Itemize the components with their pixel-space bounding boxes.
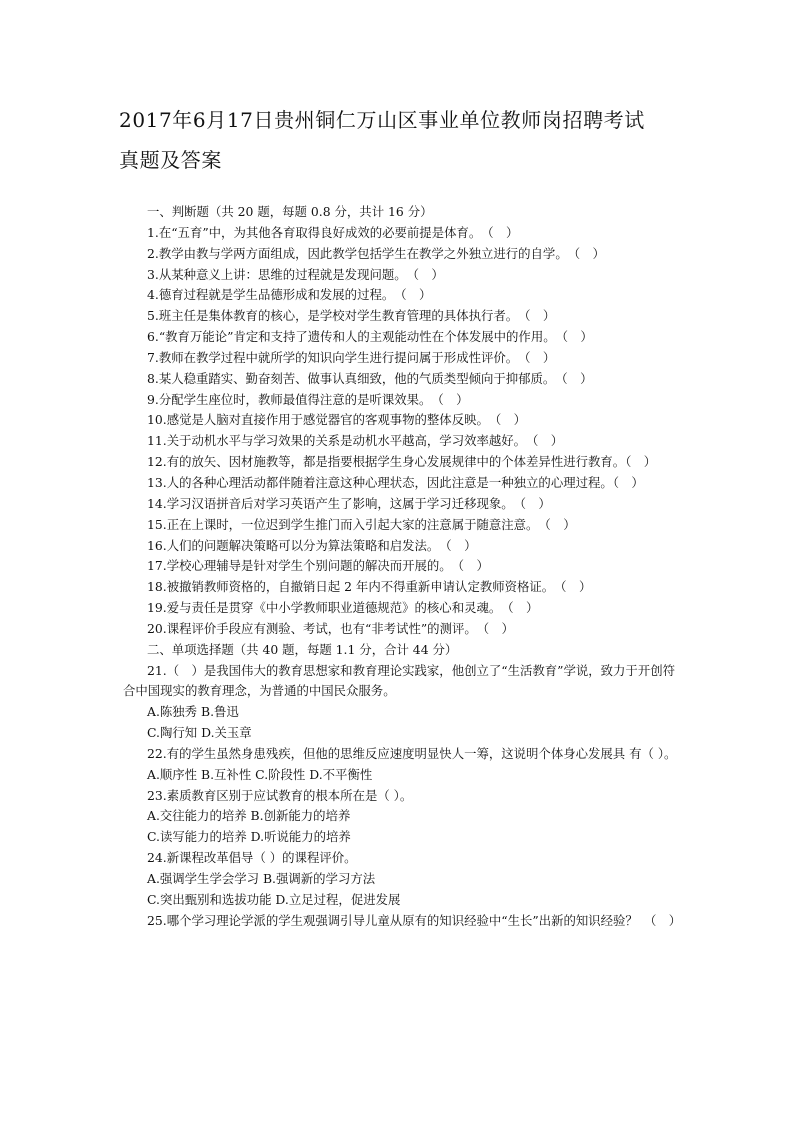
question-21: 21.（ ）是我国伟大的教育思想家和教育理论实践家，他创立了“生活教育”学说，致力于开创符合中国现实的教育理念，为普通的中国民众服务。 (123, 662, 675, 699)
document-body (123, 202, 683, 932)
question-24: 24.新课程改革倡导（ ）的课程评价。 (147, 850, 357, 866)
question-16: 16.人们的问题解决策略可以分为算法策略和启发法。 （ ） (147, 537, 477, 553)
question-24-options-cd: C.突出甄别和选拔功能 D.立足过程，促进发展 (147, 891, 401, 907)
question-21-options-cd: C.陶行知 D.关玉章 (147, 725, 252, 741)
question-17: 17.学校心理辅导是针对学生个别问题的解决而开展的。 （ ） (147, 558, 489, 574)
question-19: 19.爱与责任是贯穿《中小学教师职业道德规范》的核心和灵魂。 （ ） (147, 600, 539, 616)
question-18: 18.被撤销教师资格的，自撤销日起 2 年内不得重新申请认定教师资格证。 （ ） (147, 579, 592, 595)
question-9: 9.分配学生座位时，教师最值得注意的是听课效果。 （ ） (147, 391, 469, 407)
question-23-options-ab: A.交往能力的培养 B.创新能力的培养 (147, 808, 351, 824)
question-8: 8.某人稳重踏实、勤奋刻苦、做事认真细致，他的气质类型倾向于抑郁质。 （ ） (147, 370, 593, 386)
question-14: 14.学习汉语拼音后对学习英语产生了影响，这属于学习迁移现象。 （ ） (147, 495, 551, 511)
question-15: 15.正在上课时，一位迟到学生推门而入引起大家的注意属于随意注意。 （ ） (147, 516, 576, 532)
question-12: 12.有的放矢、因材施教等，都是指要根据学生身心发展规律中的个体差异性进行教育。（ ） (147, 454, 657, 470)
question-2: 2.教学由教与学两方面组成，因此教学包括学生在教学之外独立进行的自学。 （ ） (147, 245, 605, 261)
question-1: 1.在“五育”中，为其他各育取得良好成效的必要前提是体育。 （ ） (147, 224, 519, 240)
section-heading-judgement: 一、判断题（共 20 题，每题 0.8 分，共计 16 分） (147, 204, 433, 219)
question-3: 3.从某种意义上讲：思维的过程就是发现问题。 （ ） (147, 266, 444, 282)
document-title-line-2: 真题及答案 (119, 148, 222, 172)
question-7: 7.教师在教学过程中就所学的知识向学生进行提问属于形成性评价。 （ ） (147, 349, 556, 365)
question-25: 25.哪个学习理论学派的学生观强调引导儿童从原有的知识经验中“生长”出新的知识经验？ （ ） (147, 912, 682, 928)
question-20: 20.课程评价手段应有测验、考试，也有“非考试性”的测评。 （ ） (147, 620, 514, 636)
question-5: 5.班主任是集体教育的核心，是学校对学生教育管理的具体执行者。 （ ） (147, 308, 556, 324)
question-6: 6.“教育万能论”肯定和支持了遗传和人的主观能动性在个体发展中的作用。 （ ） (147, 329, 593, 345)
question-23-options-cd: C.读写能力的培养 D.听说能力的培养 (147, 829, 351, 845)
question-4: 4.德育过程就是学生品德形成和发展的过程。 （ ） (147, 287, 432, 303)
question-23: 23.素质教育区别于应试教育的根本所在是（ ）。 (147, 787, 413, 803)
question-22: 22.有的学生虽然身患残疾，但他的思维反应速度明显快人一筹，这说明个体身心发展具 有（ ）。 (147, 745, 677, 761)
question-10: 10.感觉是人脑对直接作用于感觉器官的客观事物的整体反映。 （ ） (147, 412, 527, 428)
document-title-line-1: 2017年6月17日贵州铜仁万山区事业单位教师岗招聘考试 (119, 108, 645, 132)
question-21-options-ab: A.陈独秀 B.鲁迅 (147, 704, 239, 720)
question-11: 11.关于动机水平与学习效果的关系是动机水平越高，学习效率越好。 （ ） (147, 433, 564, 449)
section-heading-single-choice: 二、单项选择题（共 40 题，每题 1.1 分，合计 44 分） (147, 641, 458, 657)
question-24-options-ab: A.强调学生学会学习 B.强调新的学习方法 (147, 871, 376, 886)
question-13: 13.人的各种心理活动都伴随着注意这种心理状态，因此注意是一种独立的心理过程。（ ） (147, 474, 644, 490)
question-22-options: A.顺序性 B.互补性 C.阶段性 D.不平衡性 (147, 766, 373, 782)
